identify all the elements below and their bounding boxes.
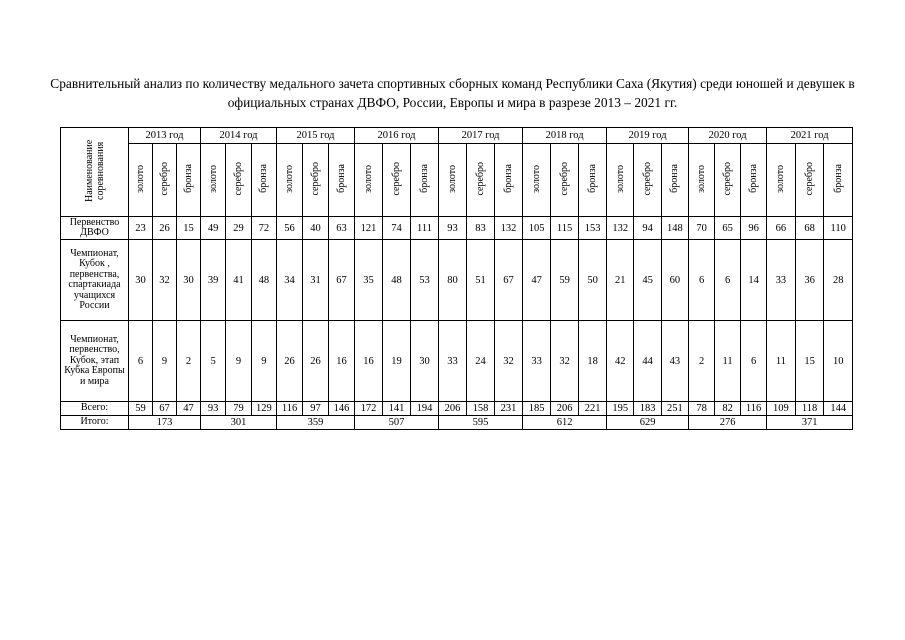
medal-type-label: золото <box>775 164 787 193</box>
medal-count-cell: 59 <box>551 240 579 321</box>
medal-count-cell: 24 <box>467 321 495 402</box>
medal-count-cell: 47 <box>523 240 551 321</box>
medal-type-header <box>634 144 661 217</box>
medal-count-cell: 111 <box>411 217 439 240</box>
medal-table <box>60 127 853 430</box>
row-label: Всего: <box>61 402 129 416</box>
medal-type-header <box>129 144 153 217</box>
medal-type-label: серебро <box>559 161 571 196</box>
medal-type-label: золото <box>363 164 375 193</box>
row-label: Чемпионат, первенство, Кубок, этап Кубка Европы и мира <box>61 321 129 402</box>
medal-count-cell: 16 <box>329 321 355 402</box>
medal-type-header <box>251 144 276 217</box>
medal-type-label: золото <box>696 164 708 193</box>
medal-count-cell: 2 <box>177 321 201 402</box>
year-header: 2013 год <box>129 128 201 144</box>
medal-type-header <box>411 144 439 217</box>
medal-type-label: бронза <box>336 164 348 193</box>
medal-count-cell: 6 <box>689 240 715 321</box>
medal-count-cell: 68 <box>795 217 824 240</box>
year-total-cell: 301 <box>201 416 277 430</box>
medal-type-header-row <box>61 144 853 217</box>
year-total-cell: 612 <box>523 416 607 430</box>
medal-count-cell: 47 <box>177 402 201 416</box>
medal-count-cell: 30 <box>411 321 439 402</box>
medal-type-header <box>177 144 201 217</box>
medal-count-cell: 183 <box>634 402 661 416</box>
row-label: Чемпионат, Кубок , первенства, спартакиада учащихся России <box>61 240 129 321</box>
medal-count-cell: 41 <box>226 240 251 321</box>
medal-type-label: бронза <box>832 164 844 193</box>
medal-type-header <box>467 144 495 217</box>
medal-count-cell: 48 <box>251 240 276 321</box>
medal-count-cell: 26 <box>153 217 177 240</box>
medal-count-cell: 195 <box>607 402 634 416</box>
medal-count-cell: 33 <box>767 240 796 321</box>
medal-count-cell: 30 <box>129 240 153 321</box>
year-header-row <box>61 128 853 144</box>
medal-count-cell: 206 <box>551 402 579 416</box>
medal-count-cell: 39 <box>201 240 226 321</box>
medal-count-cell: 97 <box>303 402 329 416</box>
medal-count-cell: 153 <box>579 217 607 240</box>
medal-type-header <box>824 144 853 217</box>
document-title: Сравнительный анализ по количеству медального зачета спортивных сборных команд Республики Саха (Якутия) среди юношей и девушек в официальных странах ДВФО, России, Европы и мира в разрезе 2013 – 2021 гг. <box>50 76 855 110</box>
table-row <box>61 402 853 416</box>
year-header: 2020 год <box>689 128 767 144</box>
medal-count-cell: 31 <box>303 240 329 321</box>
medal-type-header <box>523 144 551 217</box>
medal-count-cell: 94 <box>634 217 661 240</box>
medal-type-label: золото <box>531 164 543 193</box>
medal-type-label: серебро <box>233 161 244 196</box>
medal-count-cell: 45 <box>634 240 661 321</box>
year-header: 2021 год <box>767 128 853 144</box>
medal-count-cell: 9 <box>251 321 276 402</box>
medal-type-header <box>303 144 329 217</box>
medal-count-cell: 30 <box>177 240 201 321</box>
totals-row <box>61 416 853 430</box>
medal-type-label: бронза <box>503 164 515 193</box>
medal-count-cell: 42 <box>607 321 634 402</box>
medal-count-cell: 48 <box>383 240 411 321</box>
medal-count-cell: 67 <box>495 240 523 321</box>
medal-count-cell: 49 <box>201 217 226 240</box>
medal-type-header <box>277 144 303 217</box>
medal-type-label: бронза <box>258 164 270 193</box>
medal-count-cell: 44 <box>634 321 661 402</box>
medal-type-header <box>795 144 824 217</box>
medal-count-cell: 35 <box>355 240 383 321</box>
medal-type-label: серебро <box>310 161 322 196</box>
medal-type-label: бронза <box>669 164 681 193</box>
medal-count-cell: 33 <box>439 321 467 402</box>
medal-count-cell: 82 <box>715 402 741 416</box>
medal-count-cell: 33 <box>523 321 551 402</box>
medal-type-header <box>741 144 767 217</box>
medal-count-cell: 56 <box>277 217 303 240</box>
medal-count-cell: 19 <box>383 321 411 402</box>
medal-count-cell: 141 <box>383 402 411 416</box>
medal-type-label: золото <box>135 164 146 193</box>
year-total-cell: 359 <box>277 416 355 430</box>
medal-type-header <box>383 144 411 217</box>
year-total-cell: 371 <box>767 416 853 430</box>
medal-type-header <box>329 144 355 217</box>
medal-count-cell: 16 <box>355 321 383 402</box>
medal-count-cell: 194 <box>411 402 439 416</box>
medal-type-header <box>201 144 226 217</box>
medal-count-cell: 148 <box>661 217 688 240</box>
competition-name-header <box>61 128 129 217</box>
medal-count-cell: 15 <box>177 217 201 240</box>
row-label: Первенство ДВФО <box>61 217 129 240</box>
medal-type-label: серебро <box>642 161 654 196</box>
medal-count-cell: 40 <box>303 217 329 240</box>
totals-label: Итого: <box>61 416 129 430</box>
medal-count-cell: 11 <box>767 321 796 402</box>
medal-count-cell: 231 <box>495 402 523 416</box>
medal-count-cell: 15 <box>795 321 824 402</box>
medal-count-cell: 93 <box>201 402 226 416</box>
medal-count-cell: 79 <box>226 402 251 416</box>
medal-count-cell: 34 <box>277 240 303 321</box>
year-header: 2016 год <box>355 128 439 144</box>
medal-count-cell: 83 <box>467 217 495 240</box>
medal-count-cell: 67 <box>153 402 177 416</box>
medal-type-header <box>226 144 251 217</box>
medal-count-cell: 129 <box>251 402 276 416</box>
medal-count-cell: 93 <box>439 217 467 240</box>
medal-type-label: золото <box>614 164 626 193</box>
medal-count-cell: 115 <box>551 217 579 240</box>
medal-count-cell: 14 <box>741 240 767 321</box>
medal-count-cell: 32 <box>551 321 579 402</box>
medal-count-cell: 32 <box>153 240 177 321</box>
medal-type-label: серебро <box>391 161 403 196</box>
medal-count-cell: 29 <box>226 217 251 240</box>
medal-type-header <box>355 144 383 217</box>
medal-type-label: золото <box>284 164 296 193</box>
medal-count-cell: 206 <box>439 402 467 416</box>
table-row <box>61 321 853 402</box>
medal-type-label: серебро <box>475 161 487 196</box>
medal-type-label: золото <box>447 164 459 193</box>
medal-count-cell: 23 <box>129 217 153 240</box>
medal-count-cell: 26 <box>303 321 329 402</box>
year-header: 2019 год <box>607 128 689 144</box>
medal-count-cell: 96 <box>741 217 767 240</box>
medal-count-cell: 118 <box>795 402 824 416</box>
medal-count-cell: 10 <box>824 321 853 402</box>
medal-count-cell: 26 <box>277 321 303 402</box>
medal-type-label: серебро <box>804 161 816 196</box>
medal-count-cell: 18 <box>579 321 607 402</box>
medal-type-header <box>439 144 467 217</box>
medal-count-cell: 110 <box>824 217 853 240</box>
medal-type-label: бронза <box>748 164 760 193</box>
medal-count-cell: 72 <box>251 217 276 240</box>
medal-table-body <box>61 217 853 430</box>
medal-type-label: бронза <box>419 164 431 193</box>
table-row <box>61 240 853 321</box>
medal-type-label: бронза <box>587 164 599 193</box>
medal-type-label: серебро <box>722 161 734 196</box>
medal-count-cell: 9 <box>153 321 177 402</box>
year-header: 2018 год <box>523 128 607 144</box>
medal-type-header <box>607 144 634 217</box>
medal-count-cell: 109 <box>767 402 796 416</box>
medal-type-header <box>689 144 715 217</box>
medal-count-cell: 11 <box>715 321 741 402</box>
medal-count-cell: 78 <box>689 402 715 416</box>
medal-count-cell: 6 <box>715 240 741 321</box>
year-header: 2014 год <box>201 128 277 144</box>
medal-count-cell: 116 <box>277 402 303 416</box>
medal-count-cell: 32 <box>495 321 523 402</box>
medal-count-cell: 21 <box>607 240 634 321</box>
medal-type-label: бронза <box>183 164 194 193</box>
medal-count-cell: 63 <box>329 217 355 240</box>
medal-count-cell: 9 <box>226 321 251 402</box>
medal-count-cell: 146 <box>329 402 355 416</box>
medal-count-cell: 105 <box>523 217 551 240</box>
medal-type-header <box>715 144 741 217</box>
medal-count-cell: 59 <box>129 402 153 416</box>
medal-type-label: золото <box>207 164 219 193</box>
medal-count-cell: 70 <box>689 217 715 240</box>
year-total-cell: 629 <box>607 416 689 430</box>
medal-type-header <box>661 144 688 217</box>
medal-type-header <box>551 144 579 217</box>
medal-count-cell: 6 <box>741 321 767 402</box>
medal-count-cell: 43 <box>661 321 688 402</box>
year-total-cell: 595 <box>439 416 523 430</box>
medal-count-cell: 116 <box>741 402 767 416</box>
medal-count-cell: 60 <box>661 240 688 321</box>
medal-type-label: серебро <box>159 161 170 196</box>
medal-count-cell: 50 <box>579 240 607 321</box>
medal-count-cell: 221 <box>579 402 607 416</box>
medal-count-cell: 66 <box>767 217 796 240</box>
medal-count-cell: 36 <box>795 240 824 321</box>
medal-type-header <box>579 144 607 217</box>
medal-count-cell: 2 <box>689 321 715 402</box>
medal-type-header <box>495 144 523 217</box>
medal-count-cell: 172 <box>355 402 383 416</box>
medal-count-cell: 65 <box>715 217 741 240</box>
medal-count-cell: 80 <box>439 240 467 321</box>
medal-type-header <box>153 144 177 217</box>
medal-count-cell: 74 <box>383 217 411 240</box>
medal-count-cell: 121 <box>355 217 383 240</box>
medal-type-header <box>767 144 796 217</box>
competition-name-header-text: Наименование соревнования <box>83 139 106 202</box>
year-total-cell: 507 <box>355 416 439 430</box>
medal-count-cell: 132 <box>495 217 523 240</box>
medal-count-cell: 28 <box>824 240 853 321</box>
year-header: 2017 год <box>439 128 523 144</box>
medal-count-cell: 132 <box>607 217 634 240</box>
medal-count-cell: 158 <box>467 402 495 416</box>
year-header: 2015 год <box>277 128 355 144</box>
medal-count-cell: 53 <box>411 240 439 321</box>
year-total-cell: 173 <box>129 416 201 430</box>
medal-count-cell: 6 <box>129 321 153 402</box>
medal-count-cell: 67 <box>329 240 355 321</box>
medal-count-cell: 144 <box>824 402 853 416</box>
medal-count-cell: 251 <box>661 402 688 416</box>
medal-count-cell: 5 <box>201 321 226 402</box>
medal-count-cell: 185 <box>523 402 551 416</box>
table-row <box>61 217 853 240</box>
year-total-cell: 276 <box>689 416 767 430</box>
medal-count-cell: 51 <box>467 240 495 321</box>
